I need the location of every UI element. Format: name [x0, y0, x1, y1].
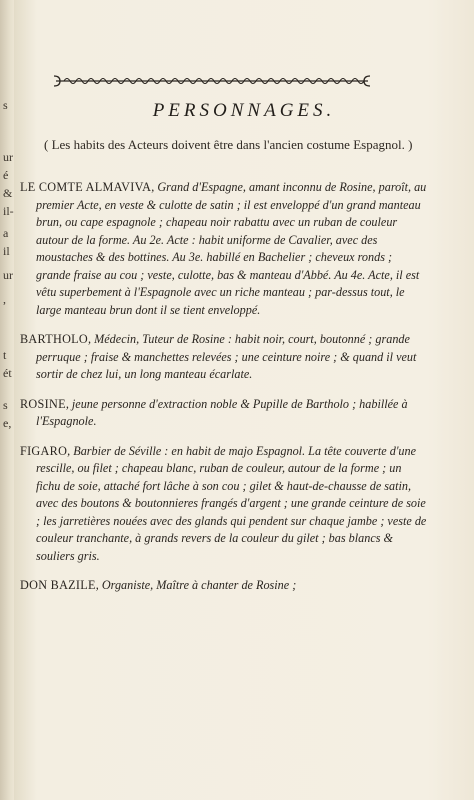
- character-description: , jeune personne d'extraction noble & Pupille de Bartholo ; habillée à l'Espagnole.: [36, 396, 408, 428]
- character-description: , Médecin, Tuteur de Rosine : habit noir, court, boutonné ; grande perruque ; fraise & manchettes relevées ; une ceinture noire ; & quand il veut sortir de chez lui, un long manteau écarlate.: [36, 332, 417, 381]
- left-page-fragment: é: [3, 168, 9, 182]
- character-description: , Grand d'Espagne, amant inconnu de Rosine, paroît, au premier Acte, en veste & culotte de satin ; il est enveloppé d'un grand manteau brun, ou cape espagnole ; chapeau noir rabattu avec un ruban de couleur autour de la forme. Au 2e. Acte : habit uniforme de Cavalier, avec des moustaches & des bottines. Au 3e. habillé en Bachelier ; cheveux ronds ; grande fraise au cou ; veste, culotte, bas & manteau d'Abbé. Au 4e. Acte, il est vêtu superbement à l'Espagnole avec un riche manteau ; par-dessus tout, le large manteau brun dont il se tient enveloppé.: [36, 180, 427, 317]
- left-page-fragment: e,: [3, 416, 12, 430]
- character-entry-figaro: [20, 443, 428, 566]
- left-page-fragment: s: [3, 398, 8, 412]
- left-page-fragment: a: [3, 226, 9, 240]
- left-page-fragment: ur: [3, 268, 13, 282]
- left-page-edge: [0, 0, 14, 800]
- character-name: FIGARO: [20, 443, 68, 458]
- character-entry-bazile: [20, 577, 428, 595]
- character-name: ROSINE: [20, 396, 66, 411]
- character-name: BARTHOLO: [20, 332, 89, 346]
- character-entry-bartholo: [20, 331, 428, 384]
- character-description: , Barbier de Séville : en habit de majo Espagnol. La tête couverte d'une rescille, ou filet ; chapeau blanc, ruban de couleur, autour de la forme ; un fichu de soie, attaché fort lâche à son cou ; gilet & haut-de-chausse de satin, avec des boutons & boutonnieres frangés d'argent ; une grande ceinture de soie ; les jarretières nouées avec des glands qui pendent sur chaque jambe ; veste de couleur tranchante, à grands revers de la couleur du gilet ; bas blancs & souliers gris.: [36, 443, 427, 563]
- character-entry-rosine: [20, 396, 428, 431]
- left-page-fragment: ,: [3, 292, 6, 306]
- left-page-fragment: ur: [3, 150, 13, 164]
- character-entry-almaviva: [20, 179, 428, 319]
- decorative-rule-ornament: [50, 73, 374, 89]
- page-title: PERSONNAGES.: [152, 100, 336, 121]
- costume-note: ( Les habits des Acteurs doivent être dans l'ancien costume Espagnol. ): [44, 137, 413, 152]
- character-list: [20, 179, 428, 595]
- left-page-fragment: &: [3, 186, 13, 200]
- character-name: DON BAZILE: [20, 578, 96, 592]
- book-page: [14, 0, 474, 800]
- character-description: , Organiste, Maître à chanter de Rosine ;: [95, 578, 297, 592]
- character-name: LE COMTE ALMAVIVA: [20, 180, 152, 194]
- left-page-fragment: s: [3, 98, 8, 112]
- left-page-fragment: ét: [3, 366, 12, 380]
- left-page-fragment: il: [3, 244, 10, 258]
- left-page-fragment: il-: [3, 204, 14, 218]
- left-page-fragment: t: [3, 348, 7, 362]
